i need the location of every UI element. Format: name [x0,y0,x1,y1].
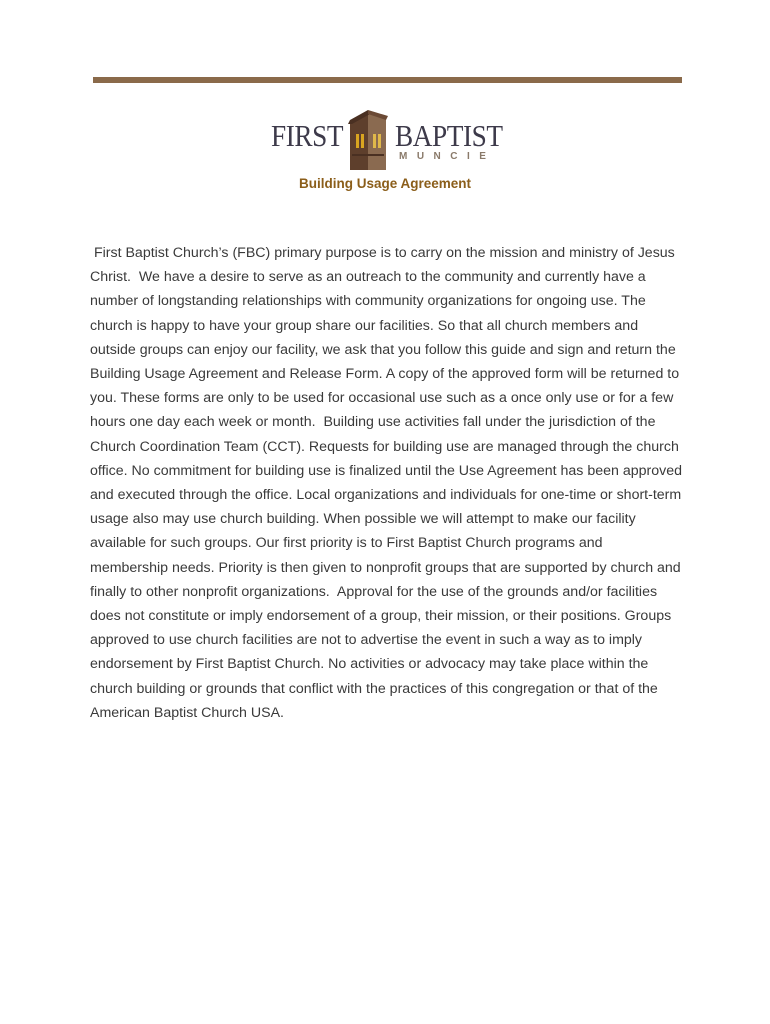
document-body: First Baptist Church’s (FBC) primary purpose is to carry on the mission and ministry of Jesus Christ. We have a desire to serve as an outreach to the community and currently have a number of longstanding relationships with community organizations for ongoing use. The church is happy to have your group share our facilities. So that all church members and outside groups can enjoy our facility, we ask that you follow this guide and sign and return the Building Usage Agreement and Release Form. A copy of the approved form will be returned to you. These forms are only to be used for occasional use such as a once only use or for a few hours one day each week or month. Building use activities fall under the jurisdiction of the Church Coordination Team (CCT). Requests for building use are managed through the church office. No commitment for building use is finalized until the Use Agreement has been approved and executed through the office. Local organizations and individuals for one-time or short-term usage also may use church building. When possible we will attempt to make our facility available for such groups. Our first priority is to First Baptist Church programs and membership needs. Priority is then given to nonprofit groups that are supported by church and finally to other nonprofit organizations. Approval for the use of the grounds and/or facilities does not constitute or imply endorsement of a group, their mission, or their positions. Groups approved to use church facilities are not to advertise the event in such a way as to imply endorsement by First Baptist Church. No activities or advocacy may take place within the church building or grounds that conflict with the practices of this congregation or that of the American Baptist Church USA. [90,245,686,721]
header-rule [93,77,682,83]
logo-word-first: FIRST [271,118,344,153]
logo-word-baptist: BAPTIST [395,118,503,153]
church-tower-icon [346,108,392,170]
logo-subtitle: MUNCIE [399,151,496,162]
church-logo [270,108,506,170]
document-title: Building Usage Agreement [298,176,472,191]
